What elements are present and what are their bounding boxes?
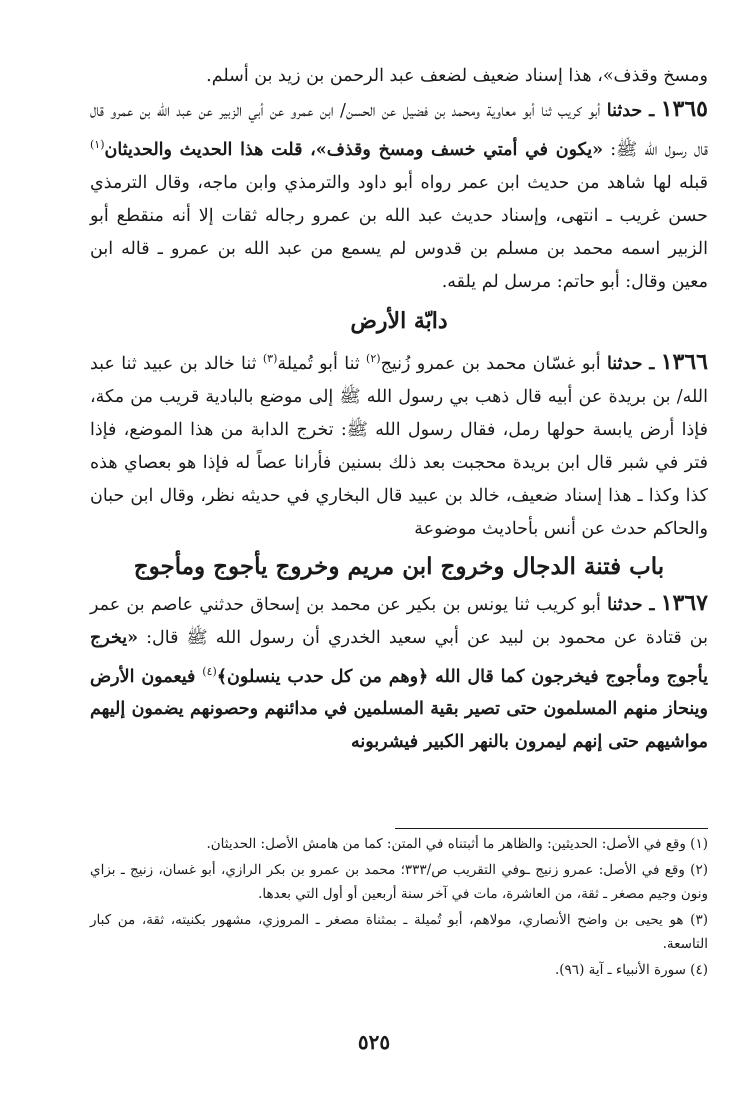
footnote-reference: (٢) xyxy=(366,351,381,365)
footnote-reference: (٤) xyxy=(202,664,217,678)
hadith-text: أبو غسّان محمد بن عمرو زُنيج xyxy=(380,353,607,374)
hadith-1367 xyxy=(90,587,708,760)
section-heading: دابّة الأرض xyxy=(350,307,448,334)
hadith-text: ثنا أبو تُميلة xyxy=(277,353,367,374)
hadith-text: أبو كريب ثنا أبو معاوية ومحمد بن فضيل عن الحسن/ ابن عمرو عن أبي الزبير عن عبد الله بن عمرو قال قال رسول الله ﷺ: xyxy=(90,101,708,160)
footnote-divider xyxy=(395,828,708,829)
hadith-number: ١٣٦٦ xyxy=(660,348,708,375)
main-text xyxy=(90,60,708,759)
haddathana-label: ـ حدثنا xyxy=(606,101,655,121)
footnote: (١) وقع في الأصل: الحديثين: والظاهر ما أثبتناه في المتن: كما من هامش الأصل: الحديثان. xyxy=(206,836,708,852)
hadith-number: ١٣٦٥ xyxy=(660,96,708,122)
hadith-1365 xyxy=(90,93,708,299)
hadith-quote: «يخرج يأجوج ومأجوج فيخرجون كما قال الله ﴿وهم من كل حدب ينسلون﴾ xyxy=(90,627,708,687)
hadith-quote: فيعمون الأرض وينحاز منهم المسلمون حتى تصير بقية المسلمين في مدائنهم وحصونهم يضمون إليهم مواشيهم حتى إنهم ليمرون بالنهر الكبير فيشربونه xyxy=(90,666,708,753)
hadith-text: ثنا خالد بن عبيد ثنا عبد الله/ بن بريدة عن أبيه قال ذهب بي رسول الله ﷺ إلى موضع بالبادية قريب من مكة، فإذا أرض يابسة حولها رمل، فقال رسول الله ﷺ: تخرج الدابة من هذا الموضع، فإذا فتر في شبر قال ابن بريدة محجبت بعد ذلك بسنين فأرانا عصاً له فإذا هو بعصاي هذه كذا وكذا ـ هذا إسناد ضعيف، خالد بن عبيد قال البخاري في حديثه نظر، وقال ابن حبان والحاكم حدث عن أنس بأحاديث موضوعة xyxy=(90,353,708,539)
footnote: (٢) وقع في الأصل: عمرو زنيج ـوفي التقريب ص/٣٣٣؛ محمد بن عمرو بن بكر الرازي، أبو غسان، زنيج ـ بزاي ونون وجيم مصغر ـ ثقة، من العاشرة، مات في آخر سنة أربعين أو أول التي بعدها. xyxy=(90,862,708,902)
footnotes xyxy=(90,832,708,984)
haddathana-label: ـ حدثنا xyxy=(606,353,655,374)
hadith-text: ، قلت هذا الحديث والحديثان xyxy=(104,139,316,160)
page-number: ٥٢٥ xyxy=(357,1030,391,1054)
footnote: (٣) هو يحيى بن واضح الأنصاري، مولاهم، أبو تُميلة ـ بمثناة مصغر ـ المروزي، مشهور بكنيته، ثقة، من كبار التاسعة. xyxy=(90,912,708,952)
haddathana-label: ـ حدثنا xyxy=(607,594,655,615)
hadith-1366 xyxy=(90,342,708,546)
footnote-reference: (١) xyxy=(90,138,105,151)
hadith-number: ١٣٦٧ xyxy=(660,589,708,616)
hadith-text: قبله لها شاهد من حديث ابن عمر رواه أبو داود والترمذي وابن ماجه، وقال الترمذي حسن غريب ـ انتهى، وإسناد حديث عبد الله بن عمرو رجاله ثقات إلا أنه منقطع أبو الزبير اسمه محمد بن مسلم بن قدوس لم يسمع من عبد الله بن عمرو ـ قاله ابن معين وقال: أبو حاتم: مرسل لم يلقه. xyxy=(90,172,708,292)
continuation-text: ومسخ وقذف»، هذا إسناد ضعيف لضعف عبد الرحمن بن زيد بن أسلم. xyxy=(206,66,708,86)
footnote: (٤) سورة الأنبياء ـ آية (٩٦). xyxy=(554,962,708,978)
footnote-reference: (٣) xyxy=(262,351,278,365)
hadith-text: أبو كريب ثنا يونس بن بكير عن محمد بن إسحاق حدثني عاصم بن عمر بن قتادة عن محمود بن لبيد عن أبي سعيد الخدري أن رسول الله ﷺ قال: xyxy=(90,594,708,648)
chapter-title: باب فتنة الدجال وخروج ابن مريم وخروج يأجوج ومأجوج xyxy=(133,552,665,580)
paragraph-continuation xyxy=(90,60,708,93)
hadith-quote: «يكون في أمتي خسف ومسخ وقذف» xyxy=(315,139,604,160)
